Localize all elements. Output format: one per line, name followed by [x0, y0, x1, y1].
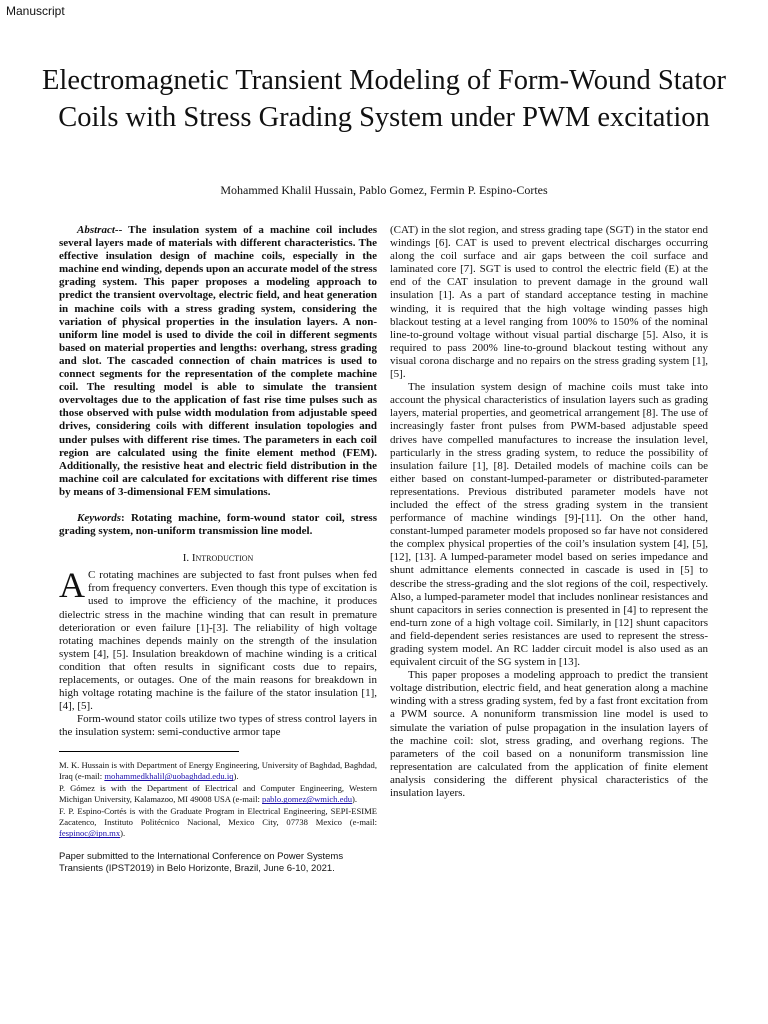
abstract [59, 224, 377, 499]
right-paragraph-2: The insulation system design of machine coils must take into account the physical characteristics of insulation layers such as grading layers, material properties, and geometrical arrangement [8]. The use of increasingly faster front pulses from PWM-based adjustable speed drives have compelled manufactures to increase the insulation level, particularly in the stress grading system, to reduce the possibility of insulation failure [1], [8]. Detailed models of machine coils can be either based on constant-lumped-parameter or distributed-parameter representations. Previous distributed parameter models have not included the effect of the stress grading system in the transient performance of machine windings [9]-[11]. On the other hand, constant-lumped parameter models proposed so far have not considered the complex physical properties of the coil’s insulation system [4], [5], [12], [13]. A lumped-parameter model based on series impedance and shunt admittance elements connected in cascade is used in [5] to describe the stress-grading and the slot regions of the coil, respectively. Also, a lumped-parameter model that includes nonlinear resistances and shunt capacitors in series connection is presented in [4] to represent the end-turn zone of a high voltage coil. Similarly, in [12] shunt capacitors and field-dependent series resistances are used to represent the stress-grading system model. An RC ladder circuit model is also used as an equivalent circuit of the SG system in [13]. [390, 381, 708, 669]
right-column [390, 224, 708, 800]
intro-paragraph-2: Form-wound stator coils utilize two types of stress control layers in the insulation system: semi-conductive armor tape [59, 713, 377, 739]
manuscript-label: Manuscript [6, 4, 65, 18]
intro-paragraph-1-text: C rotating machines are subjected to fast front pulses when fed from frequency converters. Even though this type of excitation is used to improve the efficiency of the machine, it produces dielectric stress in the machine winding that can result in premature deterioration or even failure [1]-[3]. The reliability of high voltage rotating machines depends mainly on the strength of the insulation system [4], [5]. Insulation breakdown of machine winding is a critical condition that often results in significant costs due to repairs, replacements, or outages. One of the main reasons for breakdown in high voltage rotating machine is the failure of the stator insulation [1], [4], [5]. [59, 569, 377, 713]
left-column [59, 224, 377, 874]
keywords-text: Rotating machine, form-wound stator coil, stress grading system, non-uniform transmission line model. [59, 511, 377, 538]
submission-note: Paper submitted to the International Conference on Power Systems Transients (IPST2019) in Belo Horizonte, Brazil, June 6-10, 2021. [59, 851, 344, 874]
abstract-separator: -- [114, 224, 129, 236]
footnote-affiliation-3: F. P. Espino-Cortés is with the Graduate Program in Electrical Engineering, SEPI-ESIME Zacatenco, Instituto Politécnico Nacional, Mexico City, 07738 Mexico (e-mail: fespinoc@ipn.mx). [59, 806, 377, 839]
footnote-divider [59, 751, 239, 752]
author-list: Mohammed Khalil Hussain, Pablo Gomez, Fermin P. Espino-Cortes [220, 183, 548, 197]
section-number: I. [182, 552, 190, 565]
paper-title: Electromagnetic Transient Modeling of Form-Wound Stator Coils with Stress Grading System under PWM excitation [42, 65, 726, 133]
keywords-separator: : [121, 511, 131, 524]
email-link[interactable]: fespinoc@ipn.mx [59, 828, 121, 839]
footnote-affiliation-2: P. Gómez is with the Department of Electrical and Computer Engineering, Western Michigan University, Kalamazoo, MI 49008 USA (e-mail: pablo.gomez@wmich.edu). [59, 783, 377, 805]
abstract-text: The insulation system of a machine coil includes several layers made of materials with different characteristics. The effective insulation design of machine coils, especially in the machine end winding, depends upon an accurate model of the stress grading system. This paper proposes a modeling approach to predict the transient overvoltage, electric field, and heat generation in machine coils with a stress grading system, considering the variation of physical properties in the insulation layers. A non-uniform line model is used to divide the coil in different segments based on material properties and lengths: overhang, stress grading and slot. The cascaded connection of chain matrices is used to connect segments for the representation of the complete machine coil. The resulting model is able to simulate the transient overvoltages due to the application of fast rise time pulses such as those observed with pulse width modulation from adjustable speed drives, considering coils with different insulation topologies and under pulses with different rise times. The parameters in each coil region are calculated using the finite element method (FEM). Additionally, the resistive heat and electric field distribution in the machine coil are calculated for excitations with different rise times by means of 3-dimensional FEM simulations. [59, 224, 377, 498]
right-paragraph-1: (CAT) in the slot region, and stress grading tape (SGT) in the stator end windings [6]. CAT is used to prevent electrical discharges occurring along the coil surface and air gaps between the coil surface and laminated core [7]. SGT is used to control the electric field (E) at the end of the CAT insulation to prevent damage in the ground wall insulation [1]. As a part of standard acceptance testing in machine winding, it is required that the high voltage winding passes high blackout testing at a level ranging from 100% to 150% of the nominal line-to-ground voltage without visual partial discharge [5]. Also, it is required to pass 200% line-to-ground blackout testing without any visual corona discharge and no repairs on the stress grading system [1], [5]. [390, 224, 708, 381]
email-link[interactable]: mohammedkhalil@uobaghdad.edu.iq [104, 771, 234, 782]
section-name: Introduction [191, 552, 254, 565]
abstract-lead: Abstract [77, 224, 115, 236]
section-heading [59, 552, 377, 565]
email-link[interactable]: pablo.gomez@wmich.edu [262, 794, 353, 805]
keywords-lead: Keywords [77, 511, 121, 524]
keywords [59, 512, 377, 538]
footnote-affiliation-1: M. K. Hussain is with Department of Energy Engineering, University of Baghdad, Baghdad, Iraq (e-mail: mohammedkhalil@uobaghdad.edu.iq). [59, 760, 377, 782]
right-paragraph-3: This paper proposes a modeling approach to predict the transient voltage distribution, electric field, and heat generation along a machine winding with a stress grading system, fed by a fast front excitation from a PWM source. A nonuniform transmission line model is used to simulate the variation of pulse propagation in the insulation layers of the machine coil: slot, stress grading, and overhang regions. The parameters of the coil based on a nonuniform transmission line representation are calculated from the application of finite element analysis considering the different physical characteristics of the insulation layers. [390, 669, 708, 800]
intro-paragraph-1 [59, 565, 377, 713]
drop-cap: A [59, 565, 85, 606]
